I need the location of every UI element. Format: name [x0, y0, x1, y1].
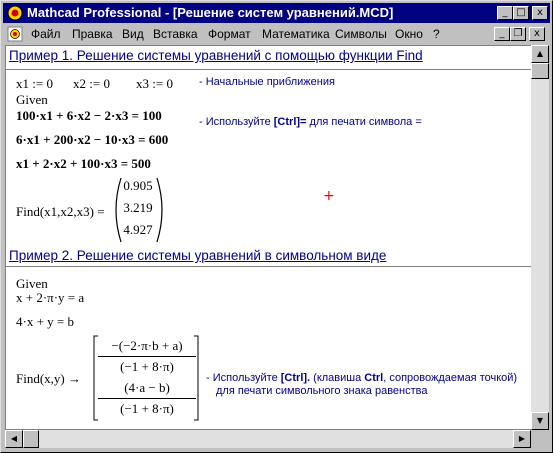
region-separator — [6, 266, 532, 267]
result-x3: 4.927 — [123, 222, 153, 237]
vertical-scrollbar[interactable] — [531, 45, 549, 430]
size-grip[interactable] — [531, 430, 549, 448]
fraction-bar — [98, 356, 196, 357]
horizontal-scrollbar[interactable] — [5, 430, 531, 448]
equation-1[interactable]: 100·x1 + 6·x2 − 2·x3 = 100 — [16, 108, 162, 123]
given-2[interactable]: Given — [16, 276, 48, 291]
vertical-scroll-thumb[interactable] — [531, 63, 549, 79]
symbolic-equation-1[interactable]: x + 2·π·y = a — [16, 290, 85, 305]
horizontal-scroll-thumb[interactable] — [23, 430, 39, 448]
worksheet[interactable] — [5, 45, 533, 430]
init-x2[interactable]: x2 := 0 — [73, 76, 110, 91]
maximize-button[interactable]: □ — [513, 6, 529, 20]
fraction-bar — [98, 398, 196, 399]
example2-heading: Пример 2. Решение системы уравнений в символьном виде — [9, 248, 387, 263]
y-denominator: (−1 + 8·π) — [120, 401, 174, 416]
result-x1: 0.905 — [123, 178, 153, 193]
window-title: Mathcad Professional - [Решение систем уравнений.MCD] — [27, 5, 394, 20]
scroll-left-arrow-icon[interactable]: ◀ — [5, 430, 23, 448]
init-x1[interactable]: x1 := 0 — [16, 76, 53, 91]
doc-minimize-button[interactable]: _ — [494, 27, 510, 41]
menu-symbolics[interactable]: Символы — [335, 27, 387, 41]
close-button[interactable]: x — [532, 6, 548, 20]
doc-restore-button[interactable]: ❐ — [510, 27, 526, 41]
scroll-right-arrow-icon[interactable]: ▶ — [513, 430, 531, 448]
menu-edit[interactable]: Правка — [72, 27, 113, 41]
find-expression-1[interactable]: Find(x1,x2,x3) = — [16, 204, 105, 219]
menu-view[interactable]: Вид — [122, 27, 144, 41]
init-x3[interactable]: x3 := 0 — [136, 76, 173, 91]
mathcad-logo-icon — [7, 5, 23, 21]
ctrl-dot-note-line2: для печати символьного знака равенства — [216, 385, 428, 397]
ctrl-dot-note-line1: - Используйте [Ctrl]. (клавиша Ctrl, сопровождаемая точкой) — [206, 372, 518, 384]
minimize-button[interactable]: _ — [497, 6, 513, 20]
y-numerator: (4·a − b) — [124, 380, 170, 395]
menu-help[interactable]: ? — [433, 27, 440, 41]
document-icon[interactable] — [7, 26, 23, 42]
given-1[interactable]: Given — [16, 92, 48, 107]
crosshair-cursor-icon: + — [323, 188, 335, 204]
doc-close-button[interactable]: x — [529, 27, 545, 41]
result-vector[interactable] — [117, 178, 159, 244]
example1-heading: Пример 1. Решение системы уравнений с помощью функции Find — [9, 48, 423, 63]
find-expression-2[interactable]: Find(x,y) → — [16, 371, 81, 386]
x-denominator: (−1 + 8·π) — [120, 359, 174, 374]
menu-file[interactable]: Файл — [31, 27, 61, 41]
menu-window[interactable]: Окно — [395, 27, 423, 41]
menu-insert[interactable]: Вставка — [153, 27, 198, 41]
symbolic-y-fraction[interactable] — [98, 380, 196, 417]
init-note: - Начальные приближения — [199, 76, 335, 88]
scroll-down-arrow-icon[interactable]: ▼ — [531, 412, 549, 430]
result-x2: 3.219 — [123, 200, 153, 215]
title-bar[interactable] — [3, 3, 550, 23]
menu-bar — [3, 24, 550, 44]
scroll-up-arrow-icon[interactable]: ▲ — [531, 45, 549, 63]
region-separator — [6, 69, 532, 70]
x-numerator: −(−2·π·b + a) — [111, 338, 183, 353]
symbolic-x-fraction[interactable] — [98, 338, 196, 375]
menu-math[interactable]: Математика — [262, 27, 330, 41]
symbolic-equation-2[interactable]: 4·x + y = b — [16, 314, 74, 329]
menu-format[interactable]: Формат — [208, 27, 251, 41]
equation-3[interactable]: x1 + 2·x2 + 100·x3 = 500 — [16, 156, 151, 171]
equation-2[interactable]: 6·x1 + 200·x2 − 10·x3 = 600 — [16, 132, 169, 147]
ctrl-equal-note: - Используйте [Ctrl]= для печати символа = — [199, 116, 422, 128]
